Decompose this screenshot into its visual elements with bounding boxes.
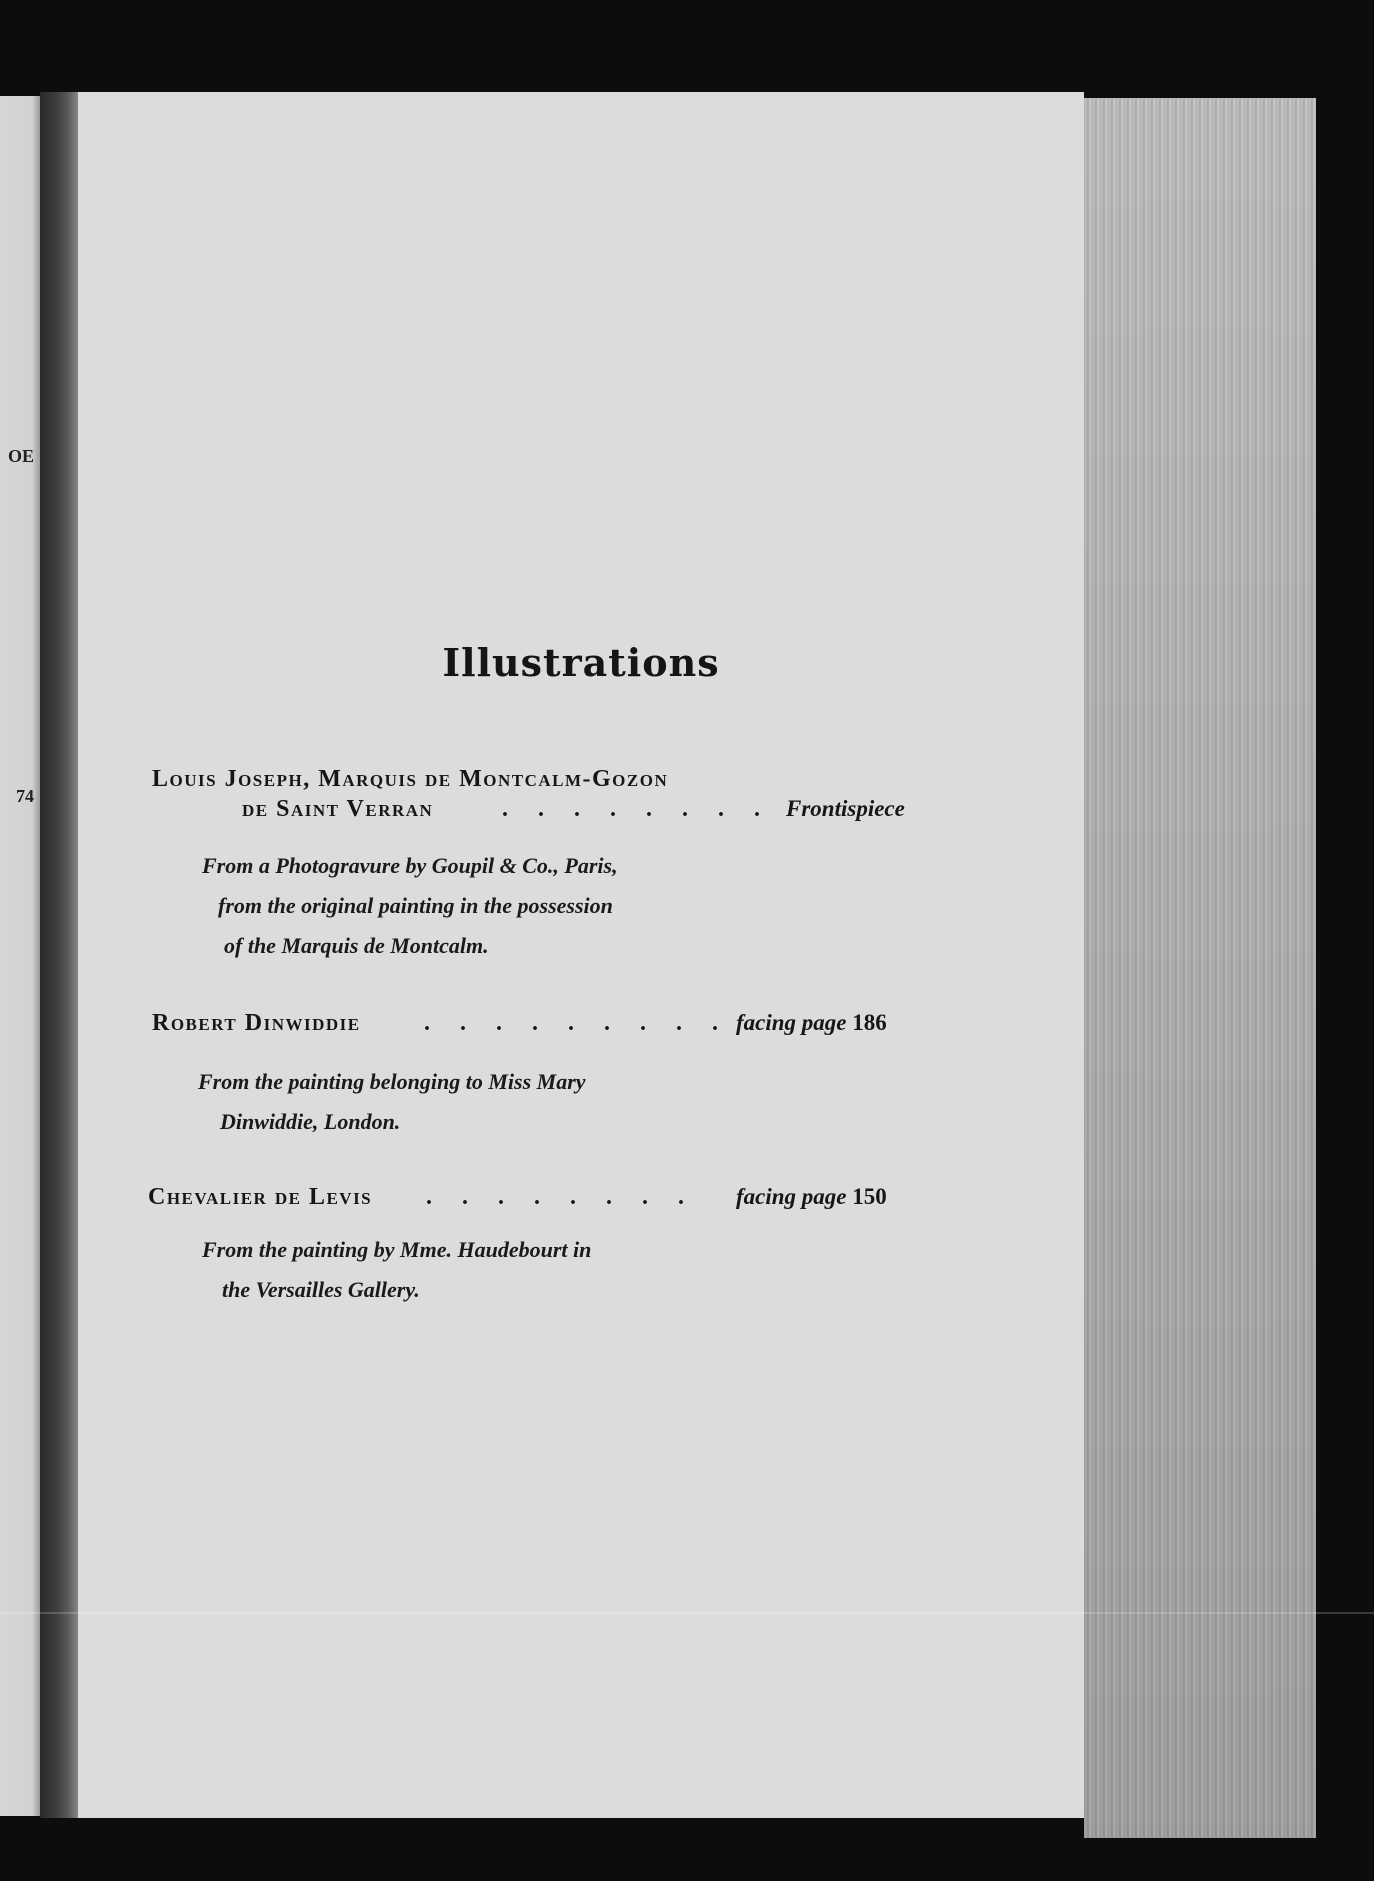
entry-2-source-line1: From the painting belonging to Miss Mary (198, 1069, 586, 1094)
page-heading: Illustrations (442, 640, 720, 685)
page-stack-fore-edge (1084, 98, 1316, 1838)
entry-2-page-label: facing page (736, 1010, 847, 1035)
entry-1-page-label: Frontispiece (786, 796, 905, 821)
scan-artifact-line (0, 1612, 1374, 1614)
entry-1-title-line1: Louis Joseph, Marquis de Montcalm-Gozon (152, 766, 669, 792)
left-page-edge (0, 96, 40, 1816)
entry-1-leader-dots: . . . . . . . . (502, 796, 772, 822)
entry-3-title: Chevalier de Levis (148, 1184, 373, 1210)
entry-3-page-label: facing page (736, 1184, 847, 1209)
entry-1-source-line3: of the Marquis de Montcalm. (224, 933, 489, 958)
left-page-fragment-top: OE (7, 446, 34, 466)
entry-2-page-ref (736, 1010, 887, 1036)
left-page-fragment-bottom: 74 (16, 786, 34, 806)
entry-2-leader-dots: . . . . . . . . . . (424, 1010, 766, 1036)
entry-1-source-line1: From a Photogravure by Goupil & Co., Paris, (202, 853, 618, 878)
entry-1-title-line2: de Saint Verran (242, 796, 434, 822)
entry-3-page-number: 150 (852, 1184, 887, 1209)
entry-3-leader-dots: . . . . . . . . (426, 1184, 696, 1210)
entry-2-source-line2: Dinwiddie, London. (220, 1109, 401, 1134)
entry-2-page-number: 186 (852, 1010, 887, 1035)
entry-1-page-ref (786, 796, 905, 822)
entry-3-source-line2: the Versailles Gallery. (222, 1277, 420, 1302)
book-gutter (40, 92, 80, 1818)
entry-2-title: Robert Dinwiddie (152, 1010, 361, 1036)
entry-3-source-line1: From the painting by Mme. Haudebourt in (202, 1237, 592, 1262)
entry-1-source-line2: from the original painting in the possession (218, 893, 613, 918)
entry-3-page-ref (736, 1184, 887, 1210)
